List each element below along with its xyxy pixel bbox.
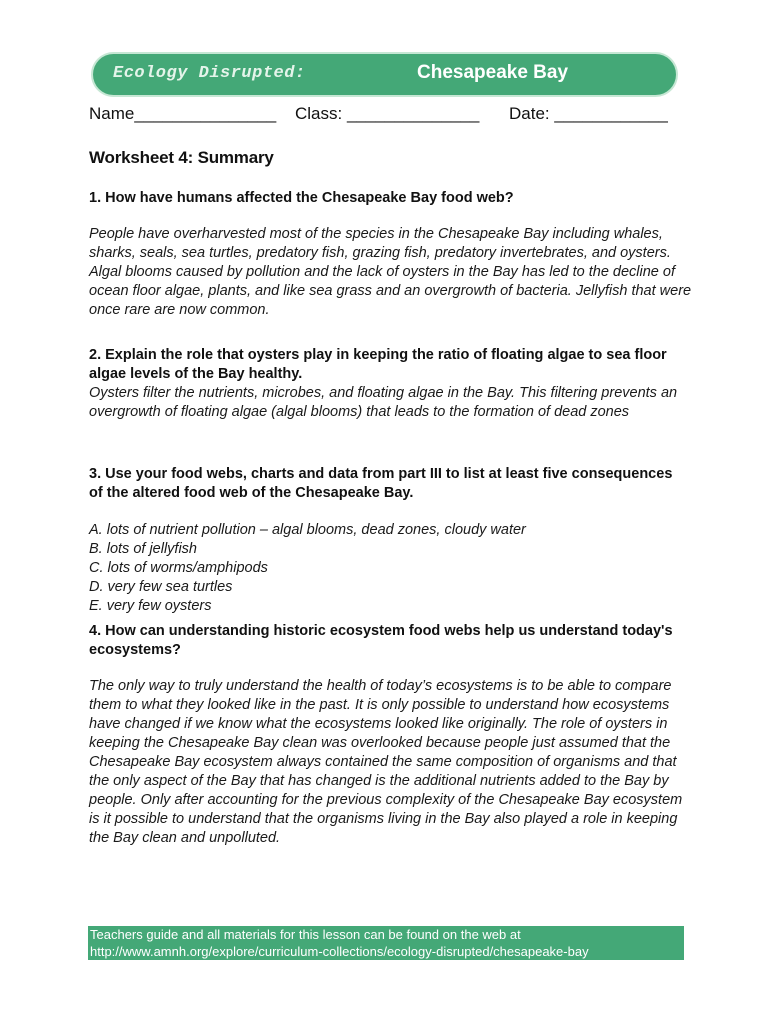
- answer-4: [89, 677, 694, 848]
- header-banner: [93, 54, 676, 95]
- question-3: 3. Use your food webs, charts and data from part III to list at least five consequences of the altered food web of the Chesapeake Bay.: [89, 466, 673, 501]
- worksheet-title: Worksheet 4: Summary: [89, 148, 274, 167]
- footer-banner: [88, 926, 684, 960]
- date-field[interactable]: Date: ____________: [509, 104, 668, 123]
- answer-2-text: Oysters filter the nutrients, microbes, and floating algae in the Bay. This filtering prevents an overgrowth of floating algae (algal blooms) that leads to the formation of dead zones: [89, 385, 678, 420]
- answer-1-text: People have overharvested most of the species in the Chesapeake Bay including whales, sharks, seals, sea turtles, predatory fish, grazing fish, predatory invertebrates, and oysters. Algal blooms caused by pollution and the lack of oysters in the Bay has led to the decline of ocean floor algae, plants, and like sea grass and an overgrowth of bacteria. Jellyfish that were once rare are now common.: [89, 226, 692, 318]
- name-field[interactable]: Name_______________: [89, 104, 277, 123]
- answer-2: [89, 384, 694, 422]
- question-2: 2. Explain the role that oysters play in keeping the ratio of floating algae to sea floor algae levels of the Bay healthy.: [89, 347, 667, 382]
- question-1: 1. How have humans affected the Chesapeake Bay food web?: [89, 190, 514, 206]
- list-item: C. lots of worms/amphipods: [89, 560, 268, 576]
- answer-3-list: [89, 521, 694, 616]
- list-item: A. lots of nutrient pollution – algal blooms, dead zones, cloudy water: [89, 522, 526, 538]
- answer-4-text: The only way to truly understand the health of today’s ecosystems is to be able to compare them to what they looked like in the past. It is only possible to understand how ecosystems have changed if we know what the ecosystems looked like originally. The role of oysters in keeping the Chesapeake Bay clean was overlooked because people just assumed that the Chesapeake Bay ecosystem always contained the same composition of organisms and that the only aspect of the Bay that has changed is the additional nutrients added to the Bay by people. Only after accounting for the previous complexity of the Chesapeake Bay ecosystem is it possible to understand that the organisms living in the Bay also played a role in keeping the Bay clean and unpolluted.: [89, 678, 683, 846]
- list-item: B. lots of jellyfish: [89, 541, 197, 557]
- list-item: D. very few sea turtles: [89, 579, 233, 595]
- class-field[interactable]: Class: ______________: [295, 104, 480, 123]
- question-4: 4. How can understanding historic ecosystem food webs help us understand today's ecosystems?: [89, 623, 673, 658]
- footer-text: Teachers guide and all materials for this lesson can be found on the web at: [90, 927, 521, 942]
- series-title: Ecology Disrupted:: [113, 64, 306, 83]
- answer-1: [89, 225, 694, 320]
- footer-link[interactable]: http://www.amnh.org/explore/curriculum-collections/ecology-disrupted/chesapeake-bay: [90, 944, 589, 959]
- list-item: E. very few oysters: [89, 598, 212, 614]
- topic-title: Chesapeake Bay: [417, 62, 569, 83]
